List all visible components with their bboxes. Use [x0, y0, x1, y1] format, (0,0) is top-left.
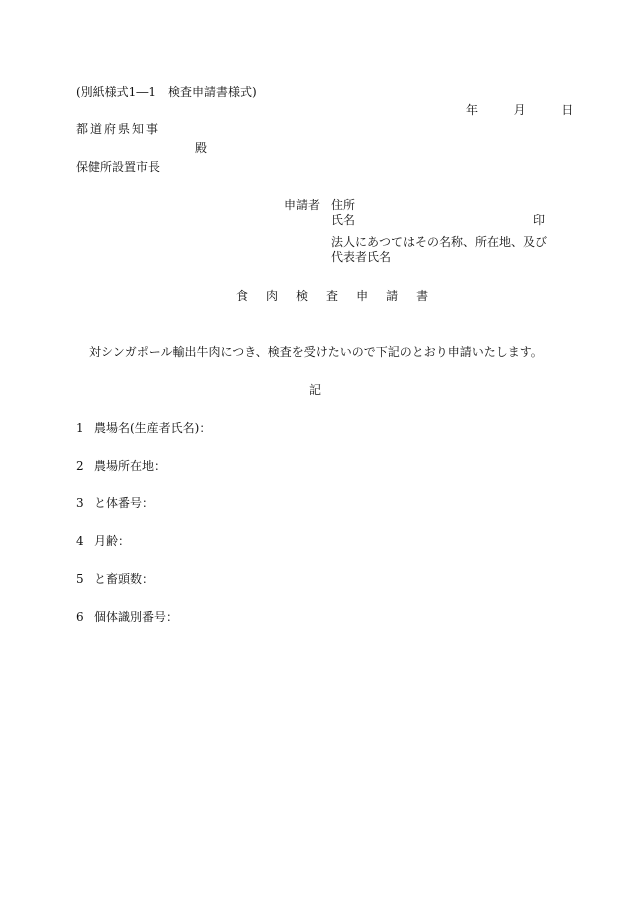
document-title: [236, 290, 428, 302]
list-item: [76, 460, 166, 472]
recipient-mayor: 保健所設置市長: [76, 160, 161, 174]
item-label: と体番号：: [94, 496, 155, 510]
item-label: と畜頭数：: [94, 572, 155, 586]
recipient-governor: 都道府県知事: [76, 122, 161, 136]
list-item: [76, 611, 178, 623]
item-number: 4: [76, 534, 84, 548]
title-char: 査: [326, 289, 339, 303]
title-char: 食: [236, 289, 249, 303]
title-char: 肉: [266, 289, 279, 303]
form-label: (別紙様式1―1 検査申請書様式): [76, 85, 257, 99]
list-item: [76, 573, 154, 585]
item-label: 農場名(生産者氏名)：: [94, 421, 212, 435]
date-year: 年: [466, 103, 479, 117]
date-line: [466, 104, 573, 116]
body-paragraph: 対シンガポール輸出牛肉につき、検査を受けたいので下記のとおり申請いたします。: [89, 345, 543, 359]
corporate-note-line2: 代表者氏名: [331, 250, 392, 264]
title-char: 申: [356, 289, 369, 303]
date-month: 月: [513, 103, 526, 117]
list-item: [76, 422, 211, 434]
date-day: 日: [561, 103, 574, 117]
corporate-note-line1: 法人にあつてはその名称、所在地、及び: [331, 235, 548, 249]
ki-heading: 記: [309, 383, 322, 397]
title-char: 請: [386, 289, 399, 303]
item-label: 個体識別番号：: [94, 610, 179, 624]
title-char: 書: [416, 289, 429, 303]
recipient-honorific: 殿: [195, 141, 208, 155]
item-label: 月齢：: [94, 534, 131, 548]
address-label: 住所: [331, 198, 356, 212]
item-number: 5: [76, 572, 84, 586]
list-item: [76, 497, 154, 509]
list-item: [76, 535, 130, 547]
name-label: 氏名: [331, 213, 356, 227]
item-number: 2: [76, 459, 84, 473]
applicant-label: 申請者: [284, 198, 321, 212]
title-char: 検: [296, 289, 309, 303]
item-number: 1: [76, 421, 84, 435]
seal-mark: 印: [533, 213, 546, 227]
item-number: 3: [76, 496, 84, 510]
item-number: 6: [76, 610, 84, 624]
item-label: 農場所在地：: [94, 459, 167, 473]
